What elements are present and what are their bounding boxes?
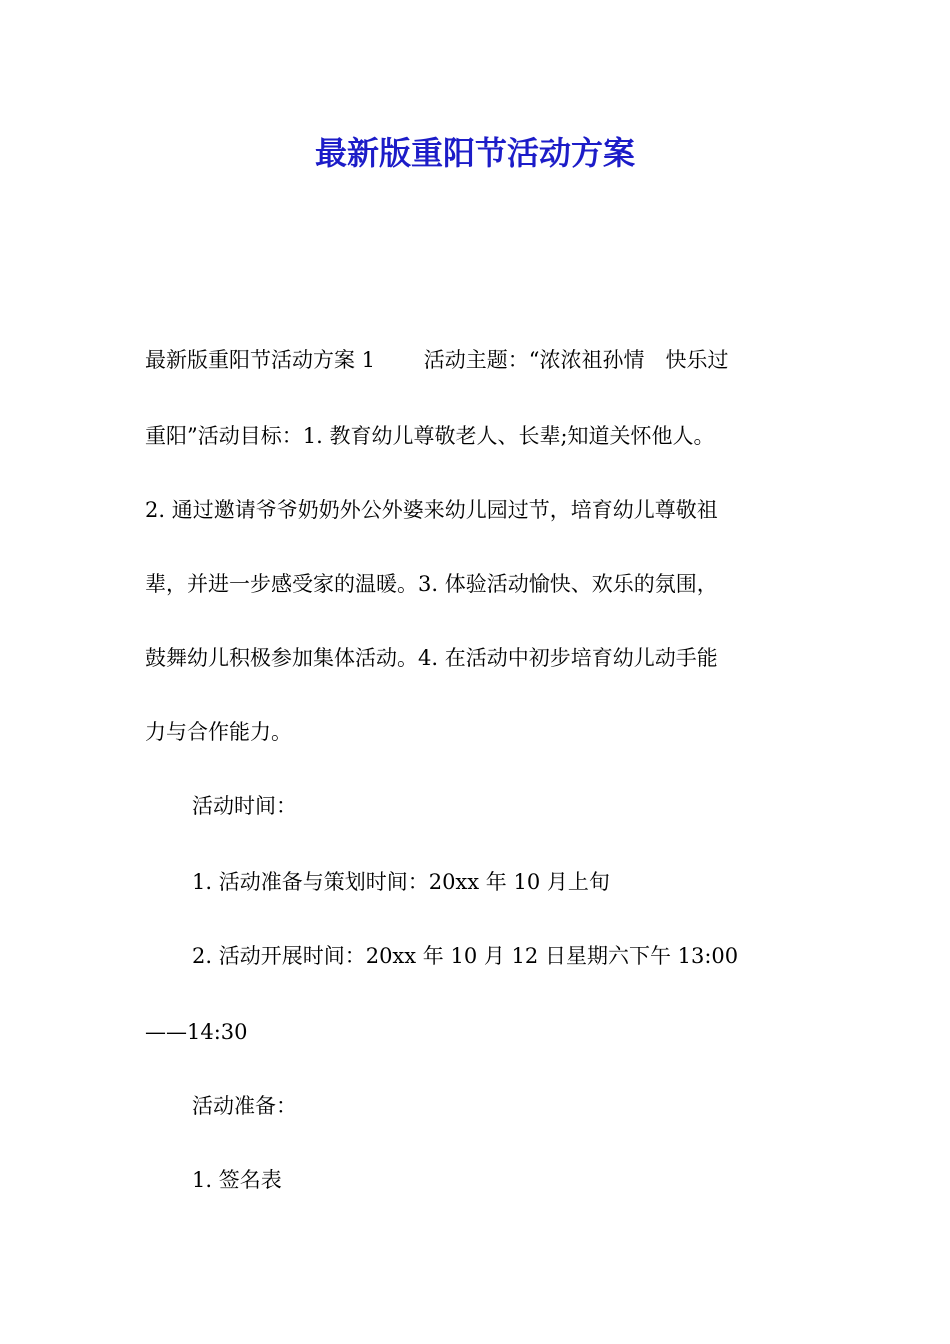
body-line-4: 辈，并进一步感受家的温暖。3. 体验活动愉快、欢乐的氛围， xyxy=(145,572,718,596)
section-heading-time: 活动时间： xyxy=(192,794,297,818)
time-item-2-continued: ——14:30 xyxy=(145,1020,248,1044)
body-line-6: 力与合作能力。 xyxy=(145,720,292,744)
time-item-2: 2. 活动开展时间：20xx 年 10 月 12 日星期六下午 13:00 xyxy=(192,944,739,968)
body-line-3: 2. 通过邀请爷爷奶奶外公外婆来幼儿园过节，培育幼儿尊敬祖 xyxy=(145,498,718,522)
section-heading-preparation: 活动准备： xyxy=(192,1094,297,1118)
body-line-1: 最新版重阳节活动方案 1 活动主题：“浓浓祖孙情 快乐过 xyxy=(145,348,729,372)
time-item-1: 1. 活动准备与策划时间：20xx 年 10 月上旬 xyxy=(192,870,610,894)
body-line-5: 鼓舞幼儿积极参加集体活动。4. 在活动中初步培育幼儿动手能 xyxy=(145,646,718,670)
preparation-item-1: 1. 签名表 xyxy=(192,1168,282,1192)
document-title: 最新版重阳节活动方案 xyxy=(314,134,635,172)
body-line-2: 重阳”活动目标：1. 教育幼儿尊敬老人、长辈;知道关怀他人。 xyxy=(145,424,715,448)
